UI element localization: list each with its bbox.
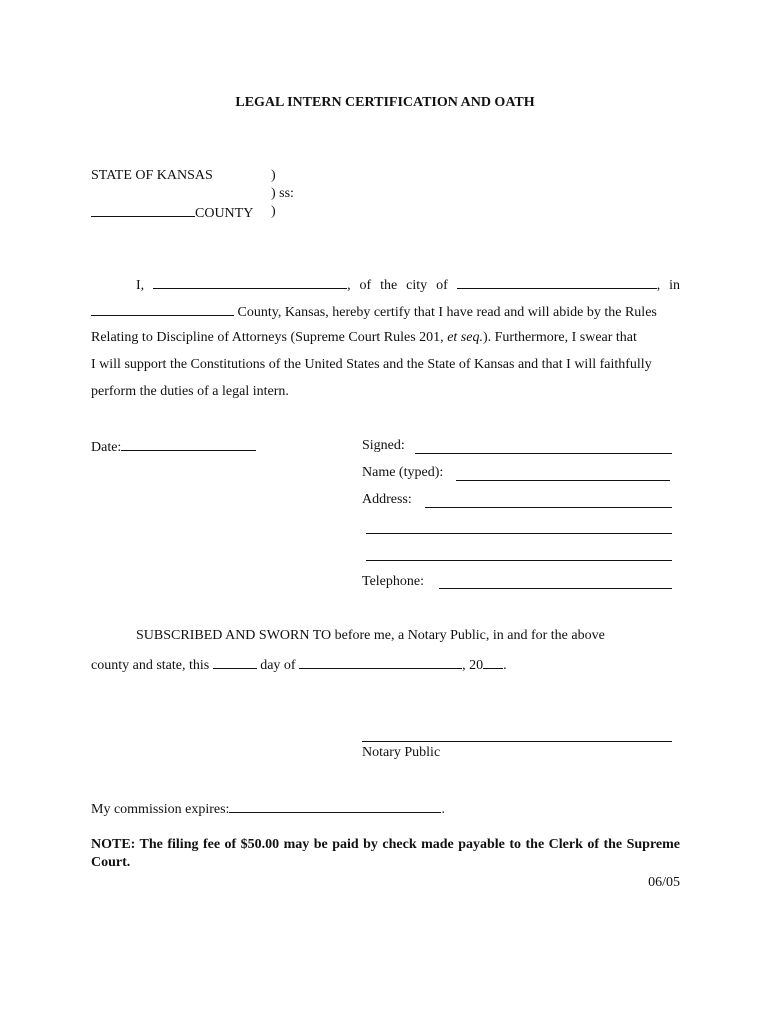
state-label: STATE OF KANSAS bbox=[91, 168, 213, 183]
oath-line-3-post: ). Furthermore, I swear that bbox=[482, 330, 637, 345]
venue-paren-ss: ) ss: bbox=[271, 186, 294, 201]
oath-line-3-pre: Relating to Discipline of Attorneys (Supreme Court Rules 201, bbox=[91, 330, 448, 345]
form-code: 06/05 bbox=[648, 875, 680, 890]
day-blank[interactable] bbox=[213, 655, 257, 669]
signed-label: Signed: bbox=[362, 438, 405, 453]
county-line bbox=[91, 203, 253, 223]
name-typed-label: Name (typed): bbox=[362, 465, 444, 480]
address-line-2[interactable] bbox=[366, 533, 672, 534]
name-typed-line[interactable] bbox=[456, 480, 670, 481]
oath-county-blank[interactable] bbox=[91, 302, 234, 316]
telephone-label: Telephone: bbox=[362, 574, 424, 589]
venue-paren-3: ) bbox=[271, 204, 276, 219]
date-blank[interactable] bbox=[121, 437, 256, 451]
telephone-line[interactable] bbox=[439, 588, 672, 589]
oath-i: I, bbox=[136, 278, 145, 293]
oath-line-1 bbox=[136, 275, 680, 295]
oath-line-2 bbox=[91, 302, 657, 322]
oath-of-city: , of the city of bbox=[347, 278, 448, 293]
commission-period: . bbox=[441, 802, 445, 817]
address-line-1[interactable] bbox=[425, 507, 672, 508]
oath-in: , in bbox=[656, 278, 681, 293]
date-field bbox=[91, 437, 256, 457]
subscribed-period: . bbox=[503, 658, 507, 673]
subscribed-day-of: day of bbox=[260, 658, 296, 673]
filing-fee-note: NOTE: The filing fee of $50.00 may be paid by check made payable to the Clerk of the Supreme Court. bbox=[91, 837, 680, 870]
subscribed-year-prefix: , 20 bbox=[462, 658, 484, 673]
page-title: LEGAL INTERN CERTIFICATION AND OATH bbox=[235, 95, 535, 110]
subscribed-this: county and state, this bbox=[91, 658, 210, 673]
notary-public-label: Notary Public bbox=[362, 745, 441, 760]
year-blank[interactable] bbox=[483, 655, 503, 669]
notary-signature-line[interactable] bbox=[362, 741, 672, 742]
county-blank[interactable] bbox=[91, 203, 195, 217]
address-line-3[interactable] bbox=[366, 560, 672, 561]
signed-line[interactable] bbox=[415, 453, 672, 454]
county-label: COUNTY bbox=[195, 206, 254, 221]
name-blank[interactable] bbox=[153, 275, 347, 289]
commission-expires-label: My commission expires: bbox=[91, 802, 230, 817]
commission-expires bbox=[91, 799, 445, 819]
oath-line-4: I will support the Constitutions of the United States and the State of Kansas and that I will faithfully bbox=[91, 357, 652, 372]
address-label: Address: bbox=[362, 492, 412, 507]
venue-paren-1: ) bbox=[271, 168, 276, 183]
oath-et-seq: et seq. bbox=[447, 330, 483, 345]
oath-line-5: perform the duties of a legal intern. bbox=[91, 384, 289, 399]
subscribed-line-2 bbox=[91, 655, 507, 675]
month-blank[interactable] bbox=[299, 655, 462, 669]
subscribed-line-1: SUBSCRIBED AND SWORN TO before me, a Notary Public, in and for the above bbox=[136, 628, 605, 643]
city-blank[interactable] bbox=[457, 275, 657, 289]
commission-blank[interactable] bbox=[229, 799, 441, 813]
oath-line-2-text: County, Kansas, hereby certify that I have read and will abide by the Rules bbox=[237, 305, 657, 320]
date-label: Date: bbox=[91, 440, 122, 455]
oath-line-3 bbox=[91, 329, 637, 347]
